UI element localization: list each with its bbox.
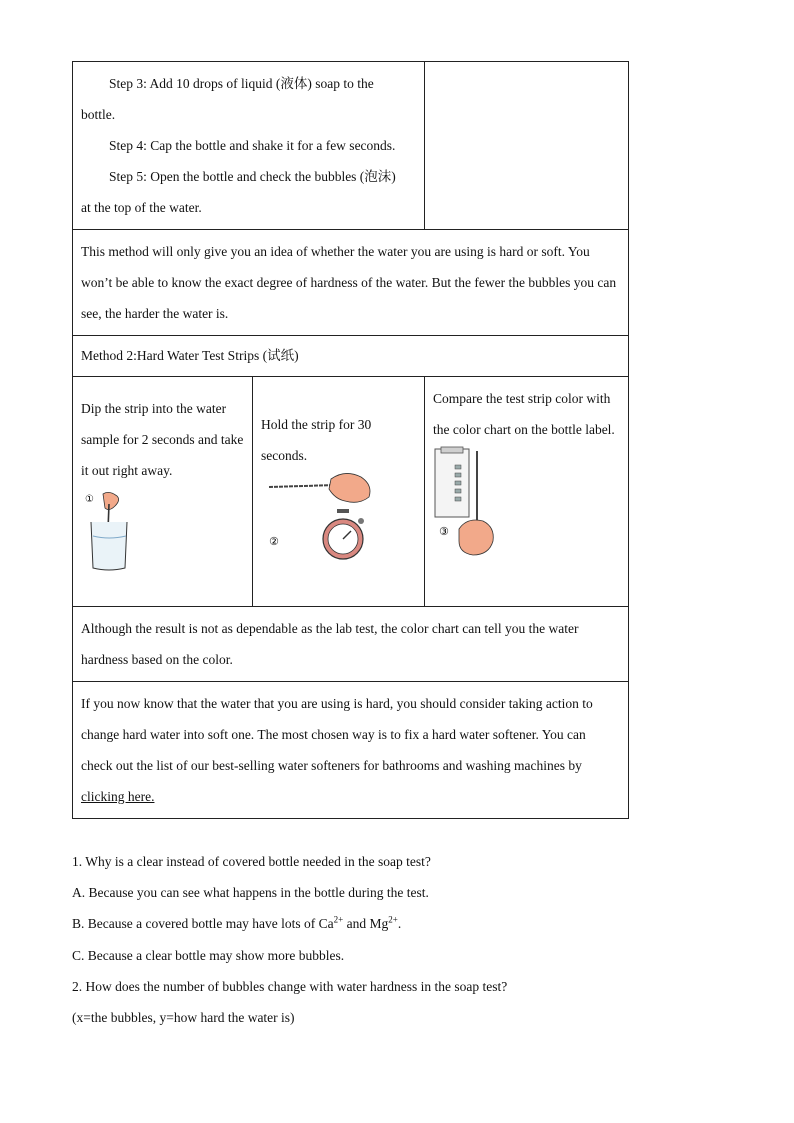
strip-step-3-text: Compare the test strip color with the color chart on the bottle label.: [433, 391, 615, 437]
question-2: 2. How does the number of bubbles change with water hardness in the soap test?: [72, 978, 508, 994]
strip-step-3: [425, 377, 629, 607]
question-1-option-a: A. Because you can see what happens in the bottle during the test.: [72, 885, 429, 901]
test-strip: [269, 485, 337, 487]
strip-step-2: [253, 377, 425, 607]
softener-advice-text: If you now know that the water that you are using is hard, you should consider taking action to change hard water into soft one. The most chosen way is to fix a hard water softener. You can check out the list of our best-selling water softeners for bathrooms and washing machines by: [81, 696, 593, 773]
step-marker: ②: [269, 535, 279, 548]
ca-charge: 2+: [333, 914, 344, 925]
strip-step-1: [73, 377, 253, 607]
table-row: [73, 336, 629, 377]
strip-test-note: Although the result is not as dependable as the lab test, the color chart can tell you the water hardness based on the color.: [73, 607, 629, 682]
table-row: [73, 230, 629, 336]
option-b-text-mid: and Mg: [343, 916, 389, 932]
question-1: 1. Why is a clear instead of covered bottle needed in the soap test?: [72, 854, 431, 869]
compare-chart-illustration: [433, 445, 553, 563]
table-row: [73, 377, 629, 607]
bottle-label-chart-icon: [435, 447, 469, 517]
step-marker: ③: [439, 525, 449, 538]
beaker-icon: [91, 522, 127, 570]
strip-step-2-text: Hold the strip for 30 seconds.: [261, 417, 372, 463]
soap-test-steps-cell: [73, 62, 425, 230]
softener-advice-cell: [73, 682, 629, 819]
step3-line-cont: bottle.: [81, 107, 116, 122]
stopwatch-icon: [323, 509, 364, 559]
empty-cell: [425, 62, 629, 230]
table-row: [73, 607, 629, 682]
step3-line: Step 3: Add 10 drops of liquid (液体) soap to the: [109, 76, 374, 91]
table-row: [73, 682, 629, 819]
hold-strip-illustration: [261, 471, 417, 571]
hand-icon: [103, 492, 119, 509]
option-b-text: B. Because a covered bottle may have lots of Ca: [72, 916, 334, 932]
clicking-here-link[interactable]: clicking here.: [81, 789, 155, 804]
option-b-text-end: .: [397, 916, 402, 932]
step5-line: Step 5: Open the bottle and check the bubbles (泡沫): [109, 169, 396, 184]
soap-test-note: This method will only give you an idea of whether the water you are using is hard or soft. You won’t be able to know the exact degree of hardness of the water. But the fewer the bubbles you can see, the harder the water is.: [73, 230, 629, 336]
hand-icon: [329, 473, 370, 502]
questions-section: [72, 846, 712, 1033]
method2-title: Method 2:Hard Water Test Strips (试纸): [73, 336, 629, 377]
question-1-option-c: C. Because a clear bottle may show more bubbles.: [72, 947, 345, 963]
hand-icon: [459, 520, 493, 555]
question-2-note: (x=the bubbles, y=how hard the water is): [72, 1010, 295, 1026]
step4-line: Step 4: Cap the bottle and shake it for a few seconds.: [109, 138, 396, 153]
table-row: [73, 62, 629, 230]
step-marker: ①: [85, 494, 94, 505]
mg-charge: 2+: [388, 914, 398, 925]
step5-line-cont: at the top of the water.: [81, 200, 202, 215]
question-1-option-b: [72, 908, 712, 939]
dip-strip-illustration: [81, 486, 241, 572]
instructions-table: [72, 61, 629, 819]
strip-step-1-text: Dip the strip into the water sample for 2 seconds and take it out right away.: [81, 401, 244, 478]
